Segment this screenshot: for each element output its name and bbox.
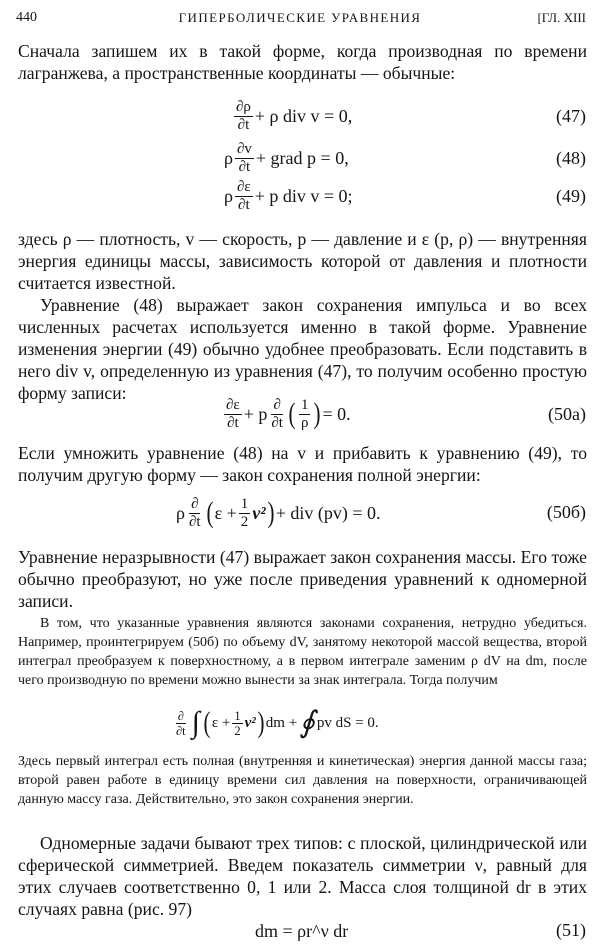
chapter-label: [ГЛ. XIII [537,10,586,25]
running-title: ГИПЕРБОЛИЧЕСКИЕ УРАВНЕНИЯ [178,10,422,25]
equation-number: (50а) [548,404,586,424]
equation-body: + grad p = 0, [255,147,349,168]
page-number: 440 [16,10,37,25]
equation-body: dm = ρr^ν dr [255,920,349,941]
equation-48: ρ $\frac{\partial v}{\partial t}$ + grad p = 0, (48) [224,140,586,175]
fraction: $\frac{\partial\rho}{\partial t}$ [236,98,251,133]
smallprint-explanation: Здесь первый интеграл есть полная (внутренняя и кинетическая) энергия данной массы газа; второй равен работе в единицу времени сил давления на поверхности, ограничивающей данную массу газа. Действительно, это закон сохранения энергии. [18,754,587,807]
equation-49: ρ $\frac{\partial\varepsilon}{\partial t}$ + p div v = 0; (49) [224,178,586,213]
paragraph-continuity: Уравнение неразрывности (47) выражает закон сохранения массы. Его тоже обычно преобразуют, но уже после приведения уравнений к одномерной записи. [18,547,587,611]
paragraph-energy: Если умножить уравнение (48) на v и прибавить к уравнению (49), то получим другую форму — закон сохранения полной энергии: [18,443,587,485]
equation-51 [0,918,600,944]
equation-number: (49) [556,186,586,206]
paragraph-one-dimensional: Одномерные задачи бывают трех типов: с плоской, цилиндрической или сферической симметрией. Введем показатель симметрии ν, равный для этих случаев соответственно 0, 1 или 2. Масса слоя толщиной dr в этих случаях равна (рис. 97) [18,833,587,919]
paragraph-intro: Сначала запишем их в такой форме, когда производная по времени лагранжева, а пространственные координаты — обычные: [18,41,587,83]
equation-integral: $\frac{\partial}{\partial t}$ ∫ ( ε + $\frac{1}{2}$ v² ) dm + ∮ pv dS = 0. [176,706,379,739]
smallprint-conservation: В том, что указанные уравнения являются законами сохранения, нетрудно убедиться. Например, проинтегрируем (50б) по объему dV, занятому некоторой массой вещества, второй интеграл преобразуем к поверхностному, а в первом интеграле заменим ρ dV на dm, после чего производную по времени можно вынести за знак интеграла. Тогда получим [18,616,587,688]
running-header [0,6,600,32]
equation-number: (48) [556,148,586,168]
equation-number: (50б) [546,502,586,522]
equation-50b: ρ $\frac{\partial}{\partial t}$ ( ε + $\frac{1}{2}$ v² ) + div (pv) = 0. (50б) [176,495,586,530]
fraction: $\frac{\partial v}{\partial t}$ [236,140,252,175]
equation-number: (51) [556,920,586,940]
equation-body: + p div v = 0; [254,185,353,206]
equation-body: + ρ div v = 0, [254,105,353,126]
paragraph-momentum: Уравнение (48) выражает закон сохранения импульса и во всех численных расчетах используется именно в такой форме. Уравнение изменения энергии (49) обычно удобнее преобразовать. Если подставить в него div v, определенную из уравнения (47), то получим особенно простую форму записи: [18,295,587,403]
equation-number: (47) [556,106,586,126]
equation-47 [0,96,600,136]
equation-50a: $\frac{\partial\varepsilon}{\partial t}$ + p $\frac{\partial}{\partial t}$ ( $\frac{1}{\rho}$ ) = 0. (50а) [226,396,586,431]
fraction: $\frac{\partial\varepsilon}{\partial t}$ [236,178,251,213]
paragraph-definitions: здесь ρ — плотность, v — скорость, p — давление и ε (p, ρ) — внутренняя энергия единицы массы, зависимость которой от давления и плотности считается известной. [18,229,587,293]
